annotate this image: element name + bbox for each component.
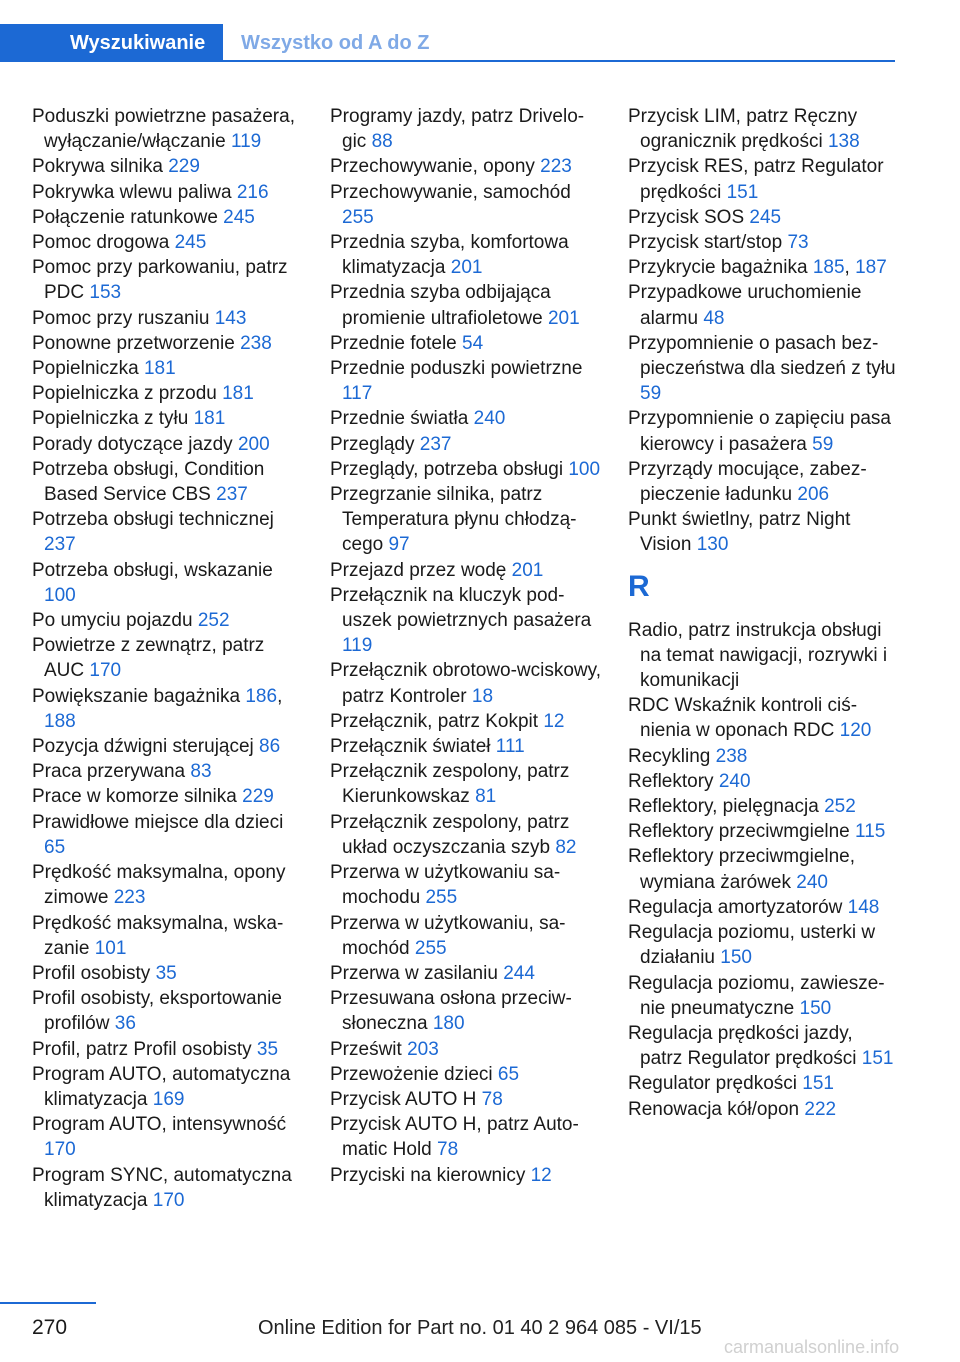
page-link[interactable]: 82 [555, 836, 577, 858]
entry-text: Prześwit [330, 1038, 402, 1060]
page-link[interactable]: 201 [511, 559, 544, 581]
index-entry [32, 457, 304, 507]
entry-text: Program AUTO, intensywność [32, 1114, 287, 1136]
entry-text: Reflektory przeciwmgielne [628, 821, 850, 843]
index-column-3 [628, 104, 900, 1122]
index-entry [330, 759, 602, 809]
entry-text: Przechowywanie, samochód [330, 181, 571, 203]
entry-text: Popielniczka z tyłu [32, 408, 189, 430]
page-link[interactable]: 255 [342, 206, 374, 228]
page-link[interactable]: 245 [749, 206, 782, 228]
entry-text: Pomoc przy parkowaniu, patrz PDC [32, 257, 288, 304]
page-link[interactable]: 115 [855, 821, 886, 843]
page-link[interactable]: 119 [230, 131, 262, 153]
index-entry [330, 658, 602, 708]
page-link[interactable]: 111 [495, 736, 525, 758]
page-link[interactable]: 81 [475, 786, 497, 808]
index-entry [32, 608, 304, 633]
entry-text: Przyrządy mocujące, zabezpieczenie ładunku [628, 458, 867, 506]
index-entry [330, 810, 602, 860]
index-entry [628, 920, 900, 970]
index-entry [32, 810, 304, 860]
index-entry [32, 986, 304, 1036]
entry-text: Przerwa w użytkowaniu samochodu [330, 862, 561, 909]
page-link[interactable]: 101 [94, 937, 127, 959]
index-entry [32, 633, 304, 683]
entry-text: Profil osobisty, eksportowanie profilów [32, 988, 282, 1035]
page-link[interactable]: 181 [222, 383, 254, 405]
page-link[interactable]: 222 [804, 1098, 837, 1120]
index-entry [628, 104, 900, 154]
index-entry [628, 744, 900, 769]
index-entry [32, 406, 304, 431]
entry-text: Przypadkowe uruchomienie alarmu [628, 282, 862, 329]
page-link[interactable]: 223 [540, 156, 572, 178]
page-link[interactable]: 188 [44, 710, 76, 732]
page-link[interactable]: 100 [568, 458, 601, 480]
entry-text: Powiększanie bagażnika [32, 685, 241, 707]
index-entry [32, 432, 304, 457]
entry-text: Profil osobisty [32, 962, 151, 984]
page-link[interactable]: 78 [481, 1088, 503, 1110]
index-entry [628, 794, 900, 819]
index-entry [32, 205, 304, 230]
entry-text: Potrzeba obsługi technicznej [32, 509, 274, 531]
entry-text: Pokrywka wlewu paliwa [32, 181, 232, 203]
page-link[interactable]: 201 [450, 257, 483, 279]
index-entry [32, 734, 304, 759]
entry-text: Potrzeba obsługi, Condition Based Service CBS [32, 458, 265, 506]
tab-wyszukiwanie[interactable]: Wyszukiwanie [0, 24, 223, 62]
index-entry [628, 844, 900, 894]
index-entry [628, 693, 900, 743]
index-entry [32, 1037, 304, 1062]
index-entry [628, 971, 900, 1021]
page-link[interactable]: 54 [462, 332, 484, 354]
index-entry [32, 381, 304, 406]
entry-text: Przełącznik zespolony, patrz Kierunkowskaz [330, 761, 570, 808]
page-link[interactable]: 150 [799, 997, 832, 1019]
page-link[interactable]: 229 [168, 156, 200, 178]
edition-text: Online Edition for Part no. 01 40 2 964 085 - VI/15 [258, 1317, 702, 1339]
page-link[interactable]: 206 [797, 484, 830, 506]
index-entry [628, 819, 900, 844]
page-link[interactable]: 130 [696, 534, 729, 556]
page-link[interactable]: 186 [245, 685, 278, 707]
page-link[interactable]: 170 [89, 660, 122, 682]
page-link[interactable]: 119 [342, 635, 373, 657]
index-entry [330, 860, 602, 910]
entry-text: Przejazd przez wodę [330, 559, 507, 581]
entry-text: Regulacja prędkości jazdy, patrz Regulator prędkości [628, 1022, 857, 1070]
index-entry [628, 1021, 900, 1071]
page-link[interactable]: 169 [152, 1088, 185, 1110]
page-link[interactable]: 245 [174, 232, 207, 254]
page-link[interactable]: 240 [473, 408, 506, 430]
page-link[interactable]: 143 [214, 307, 247, 329]
page-link[interactable]: 35 [155, 962, 177, 984]
page-link[interactable]: 88 [371, 131, 393, 153]
page-number: 270 [32, 1316, 68, 1339]
index-entry [32, 1163, 304, 1213]
page-link[interactable]: 83 [190, 761, 212, 783]
index-entry [330, 1163, 602, 1188]
entry-text: Przełącznik obrotowo-wciskowy, patrz Kontroler [330, 660, 602, 707]
page-link[interactable]: 187 [855, 257, 887, 279]
page-link[interactable]: 216 [236, 181, 269, 203]
entry-text: Radio, patrz instrukcja obsługi na temat nawigacji, rozrywki i komunikacji [628, 619, 888, 692]
entry-text: Recykling [628, 745, 711, 767]
index-column-1 [32, 104, 304, 1213]
index-entry [32, 154, 304, 179]
entry-text: Prawidłowe miejsce dla dzieci [32, 811, 284, 833]
index-entry [330, 331, 602, 356]
watermark: carmanualsonline.info [724, 1337, 900, 1357]
page-link[interactable]: 203 [407, 1038, 439, 1060]
index-entry [628, 769, 900, 794]
page-link[interactable]: 100 [44, 584, 76, 606]
page-link[interactable]: 255 [414, 937, 447, 959]
page-link[interactable]: 150 [720, 947, 752, 969]
page-link[interactable]: 238 [715, 745, 748, 767]
page-link[interactable]: 65 [44, 836, 66, 858]
index-entry [32, 558, 304, 608]
entry-text: Przednia szyba, komfortowa klimatyzacja [330, 232, 569, 279]
entry-text: Punkt świetlny, patrz Night Vision [628, 509, 851, 556]
entry-text: Pokrywa silnika [32, 156, 163, 178]
index-entry [330, 482, 602, 558]
page-link[interactable]: 120 [839, 720, 872, 742]
page-link[interactable]: 244 [503, 962, 535, 984]
index-entry [32, 180, 304, 205]
page-link[interactable]: 238 [240, 332, 272, 354]
entry-text: Przeglądy, potrzeba obsługi [330, 458, 564, 480]
entry-text: Przypomnienie o zapięciu pasa kierowcy i pasażera [628, 408, 891, 455]
index-entry [32, 507, 304, 557]
index-entry [32, 255, 304, 305]
index-entry: Przykrycie bagażnika 185, 187 [628, 257, 887, 279]
entry-text: Ponowne przetworzenie [32, 332, 235, 354]
entry-text: Przycisk start/stop [628, 232, 783, 254]
page-link[interactable]: 48 [703, 307, 725, 329]
entry-text: Program AUTO, automatyczna klimatyzacja [32, 1063, 291, 1110]
entry-text: Powietrze z zewnątrz, patrz AUC [32, 635, 265, 682]
page-link[interactable]: 240 [796, 871, 828, 893]
index-entry: Powiększanie bagażnika 186, 188 [32, 685, 283, 732]
index-entry [628, 1097, 900, 1122]
entry-text: Regulacja poziomu, usterki w działaniu [628, 922, 876, 969]
index-entry [330, 961, 602, 986]
entry-text: Przycisk SOS [628, 206, 745, 228]
page-link[interactable]: 138 [827, 131, 860, 153]
entry-text: Prędkość maksymalna, wskazanie [32, 912, 284, 959]
index-entry [330, 1112, 602, 1162]
page-link[interactable]: 73 [787, 232, 809, 254]
page-link[interactable]: 252 [824, 796, 856, 818]
entry-text: Przyciski na kierownicy [330, 1164, 526, 1186]
entry-text: Przednie fotele [330, 332, 457, 354]
entry-text: Popielniczka [32, 358, 139, 380]
index-entry [628, 406, 900, 456]
index-entry [32, 356, 304, 381]
index-entry [32, 759, 304, 784]
entry-text: Przycisk RES, patrz Regulator prędkości [628, 156, 884, 203]
page-link[interactable]: 170 [44, 1139, 76, 1161]
index-entry [628, 1071, 900, 1096]
index-entry [330, 432, 602, 457]
page-link[interactable]: 237 [44, 534, 76, 556]
index-entry [330, 1037, 602, 1062]
index-entry [32, 784, 304, 809]
entry-text: Praca przerywana [32, 761, 186, 783]
index-entry [330, 180, 602, 230]
index-entry [330, 1062, 602, 1087]
index-entry [628, 280, 900, 330]
page-link[interactable]: 65 [497, 1063, 520, 1085]
page-link[interactable]: 12 [543, 710, 565, 732]
index-entry [32, 1062, 304, 1112]
entry-text: Przegrzanie silnika, patrz Temperatura płynu chłodzącego [330, 484, 577, 556]
entry-text: Programy jazdy, patrz Drivelogic [330, 106, 585, 153]
index-entry [628, 154, 900, 204]
page-link[interactable]: 229 [242, 786, 274, 808]
page-link[interactable]: 200 [237, 433, 270, 455]
page-link[interactable]: 185 [812, 257, 845, 279]
header-rule [0, 60, 895, 62]
entry-text: Renowacja kół/opon [628, 1098, 800, 1120]
page-link[interactable]: 59 [812, 433, 834, 455]
entry-text: Regulacja amortyzatorów [628, 896, 843, 918]
entry-text: Regulacja poziomu, zawieszenie pneumatyczne [628, 972, 885, 1019]
entry-text: Przeglądy [330, 433, 415, 455]
page-link[interactable]: 223 [113, 887, 146, 909]
entry-text: Potrzeba obsługi, wskazanie [32, 559, 273, 581]
index-entry [330, 911, 602, 961]
entry-text: Reflektory, pielęgnacja [628, 796, 819, 818]
entry-text: Profil, patrz Profil osobisty [32, 1038, 252, 1060]
index-entry [330, 734, 602, 759]
page-link[interactable]: 148 [847, 896, 880, 918]
index-entry [330, 406, 602, 431]
page-link[interactable]: 59 [640, 383, 662, 405]
page-link[interactable]: 180 [432, 1013, 465, 1035]
entry-text: Reflektory [628, 770, 714, 792]
entry-text: Regulator prędkości [628, 1073, 797, 1095]
entry-text: Przycisk LIM, patrz Ręczny ogranicznik prędkości [628, 106, 858, 153]
index-entry [628, 331, 900, 407]
page-link[interactable]: 181 [193, 408, 226, 430]
entry-text: Program SYNC, automatyczna klimatyzacja [32, 1164, 292, 1211]
entry-text: Reflektory przeciwmgielne, wymiana żarówek [628, 846, 856, 893]
page-link[interactable]: 237 [216, 484, 248, 506]
entry-text: Popielniczka z przodu [32, 383, 217, 405]
page-link[interactable]: 35 [256, 1038, 279, 1060]
index-entry [628, 230, 900, 255]
entry-text: Połączenie ratunkowe [32, 206, 218, 228]
page-link[interactable]: 237 [419, 433, 452, 455]
page-link[interactable]: 252 [197, 610, 230, 632]
entry-text: Prace w komorze silnika [32, 786, 237, 808]
page-link[interactable]: 153 [89, 282, 122, 304]
index-entry [32, 860, 304, 910]
index-entry [330, 1087, 602, 1112]
entry-text: Przewożenie dzieci [330, 1063, 493, 1085]
page-link[interactable]: 201 [547, 307, 580, 329]
index-entry [330, 457, 602, 482]
section-letter: R [628, 569, 650, 603]
page-link[interactable]: 151 [802, 1073, 834, 1095]
entry-text: RDC Wskaźnik kontroli ciśnienia w oponach RDC [628, 695, 858, 742]
entry-text: Poduszki powietrzne pasażera, wyłączanie/włączanie [32, 106, 295, 153]
index-entry [330, 558, 602, 583]
index-entry [330, 230, 602, 280]
entry-text: Przycisk AUTO H, patrz Automatic Hold [330, 1114, 579, 1161]
page-link[interactable]: 117 [342, 383, 373, 405]
index-entry [330, 709, 602, 734]
entry-text: Przechowywanie, opony [330, 156, 535, 178]
page-link[interactable]: 78 [437, 1139, 459, 1161]
index-column-2 [330, 104, 602, 1188]
entry-text: Przesuwana osłona przeciwsłoneczna [330, 988, 572, 1035]
index-entry [330, 986, 602, 1036]
entry-text: Przednia szyba odbijająca promienie ultrafioletowe [330, 282, 551, 329]
index-entry [32, 306, 304, 331]
page-link[interactable]: 12 [530, 1164, 552, 1186]
entry-text: Przypomnienie o pasach bezpieczeństwa dla siedzeń z tyłu [628, 332, 896, 380]
header-bar [0, 24, 895, 62]
entry-text: Przerwa w użytkowaniu, samochód [330, 912, 566, 959]
entry-text: Przednie poduszki powietrzne [330, 358, 583, 380]
index-entry [628, 618, 900, 694]
entry-text: Przycisk AUTO H [330, 1088, 477, 1110]
page-link[interactable]: 18 [471, 685, 494, 707]
index-entry [330, 154, 602, 179]
page-link[interactable]: 151 [861, 1048, 894, 1070]
entry-text: Przełącznik świateł [330, 736, 491, 758]
page-link[interactable]: 151 [726, 181, 759, 203]
entry-text: Prędkość maksymalna, opony zimowe [32, 862, 286, 909]
index-entry [32, 1112, 304, 1162]
entry-text: Przełącznik na kluczyk poduszek powietrznych pasażera [330, 584, 592, 632]
index-entry [32, 961, 304, 986]
entry-text: Przełącznik, patrz Kokpit [330, 710, 539, 732]
index-entry [32, 230, 304, 255]
page-link[interactable]: 245 [223, 206, 255, 228]
entry-text: Pomoc drogowa [32, 232, 170, 254]
index-entry [330, 104, 602, 154]
index-entry [628, 895, 900, 920]
entry-text: Po umyciu pojazdu [32, 610, 193, 632]
index-entry [628, 205, 900, 230]
index-entry [32, 331, 304, 356]
index-entry [32, 104, 304, 154]
entry-text: Przełącznik zespolony, patrz układ oczyszczania szyb [330, 811, 570, 858]
page-link[interactable]: 181 [143, 358, 176, 380]
index-entry [330, 280, 602, 330]
page-link[interactable]: 86 [259, 736, 281, 758]
entry-text: Pozycja dźwigni sterującej [32, 736, 254, 758]
page-link[interactable]: 170 [152, 1189, 185, 1211]
page-link[interactable]: 97 [388, 534, 410, 556]
entry-text: Przykrycie bagażnika [628, 257, 808, 279]
index-entry [330, 356, 602, 406]
entry-text: Przednie światła [330, 408, 469, 430]
index-entry [628, 507, 900, 557]
index-entry [32, 911, 304, 961]
entry-text: Przerwa w zasilaniu [330, 962, 498, 984]
page-link[interactable]: 36 [114, 1013, 136, 1035]
entry-text: Porady dotyczące jazdy [32, 433, 233, 455]
index-entry [330, 583, 602, 659]
page-link[interactable]: 240 [718, 770, 751, 792]
index-entry [628, 457, 900, 507]
footer-rule [0, 1302, 96, 1304]
tab-wszystko-od-a-do-z[interactable]: Wszystko od A do Z [241, 32, 430, 54]
page-link[interactable]: 255 [425, 887, 458, 909]
entry-text: Pomoc przy ruszaniu [32, 307, 210, 329]
